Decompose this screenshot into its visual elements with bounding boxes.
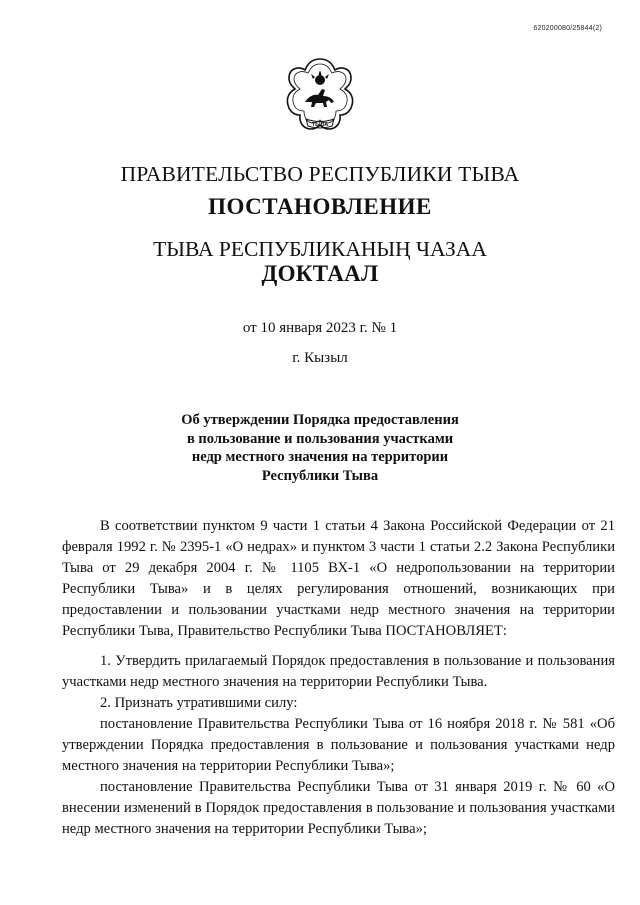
- subject-line: Республики Тыва: [261, 467, 379, 484]
- coat-of-arms-icon: [283, 56, 357, 142]
- document-date: от 10 января 2023 г. № 1: [242, 320, 398, 336]
- subject-line: Об утверждении Порядка предоставления: [181, 412, 459, 428]
- item-paragraph: постановление Правительства Республики Тыва от 16 ноября 2018 г. № 581 «Об утверждении Порядка предоставления в пользование и пользования участками недр местного значения на территории Республики Тыва»;: [62, 716, 615, 774]
- resolution-items: [62, 651, 615, 840]
- preamble-block: [62, 516, 615, 642]
- item-paragraph: постановление Правительства Республики Тыва от 31 января 2019 г. № 60 «О внесении изменений в Порядок предоставления в пользование и пользования участками недр местного значения на территории Республики Тыва»;: [62, 779, 615, 837]
- subject-line: в пользование и пользования участками: [186, 430, 454, 447]
- item-paragraph: 1. Утвердить прилагаемый Порядок предоставления в пользование и пользования участками недр местного значения на территории Республики Тыва.: [62, 653, 615, 690]
- document-city: г. Кызыл: [292, 350, 348, 366]
- item-paragraph: 2. Признать утратившими силу:: [100, 695, 298, 711]
- document-type-tyv: ДОКТААЛ: [261, 261, 379, 286]
- document-subject: [150, 411, 490, 485]
- government-title-tyv: ТЫВА РЕСПУБЛИКАНЫҢ ЧАЗАА: [153, 237, 487, 261]
- preamble-paragraph: В соответствии пунктом 9 части 1 статьи 4 Закона Российской Федерации от 21 февраля 1992 г. № 2395-1 «О недрах» и пунктом 3 части 1 статьи 2.2 Закона Республики Тыва от 29 декабря 2004 г. № 1105 ВХ-1 «О недропользовании на территории Республики Тыва» и в целях регулирования отношений, возникающих при предоставлении и пользовании участками недр местного значения на территории Республики Тыва, Правительство Республики Тыва ПОСТАНОВЛЯЕТ:: [62, 518, 615, 639]
- emblem-inscription: ТЫВА: [311, 122, 329, 128]
- subject-line: недр местного значения на территории: [191, 449, 449, 465]
- document-type-ru: ПОСТАНОВЛЕНИЕ: [208, 194, 432, 219]
- government-title-ru: ПРАВИТЕЛЬСТВО РЕСПУБЛИКИ ТЫВА: [120, 162, 520, 186]
- document-id: 620200080/25844(2): [533, 25, 602, 32]
